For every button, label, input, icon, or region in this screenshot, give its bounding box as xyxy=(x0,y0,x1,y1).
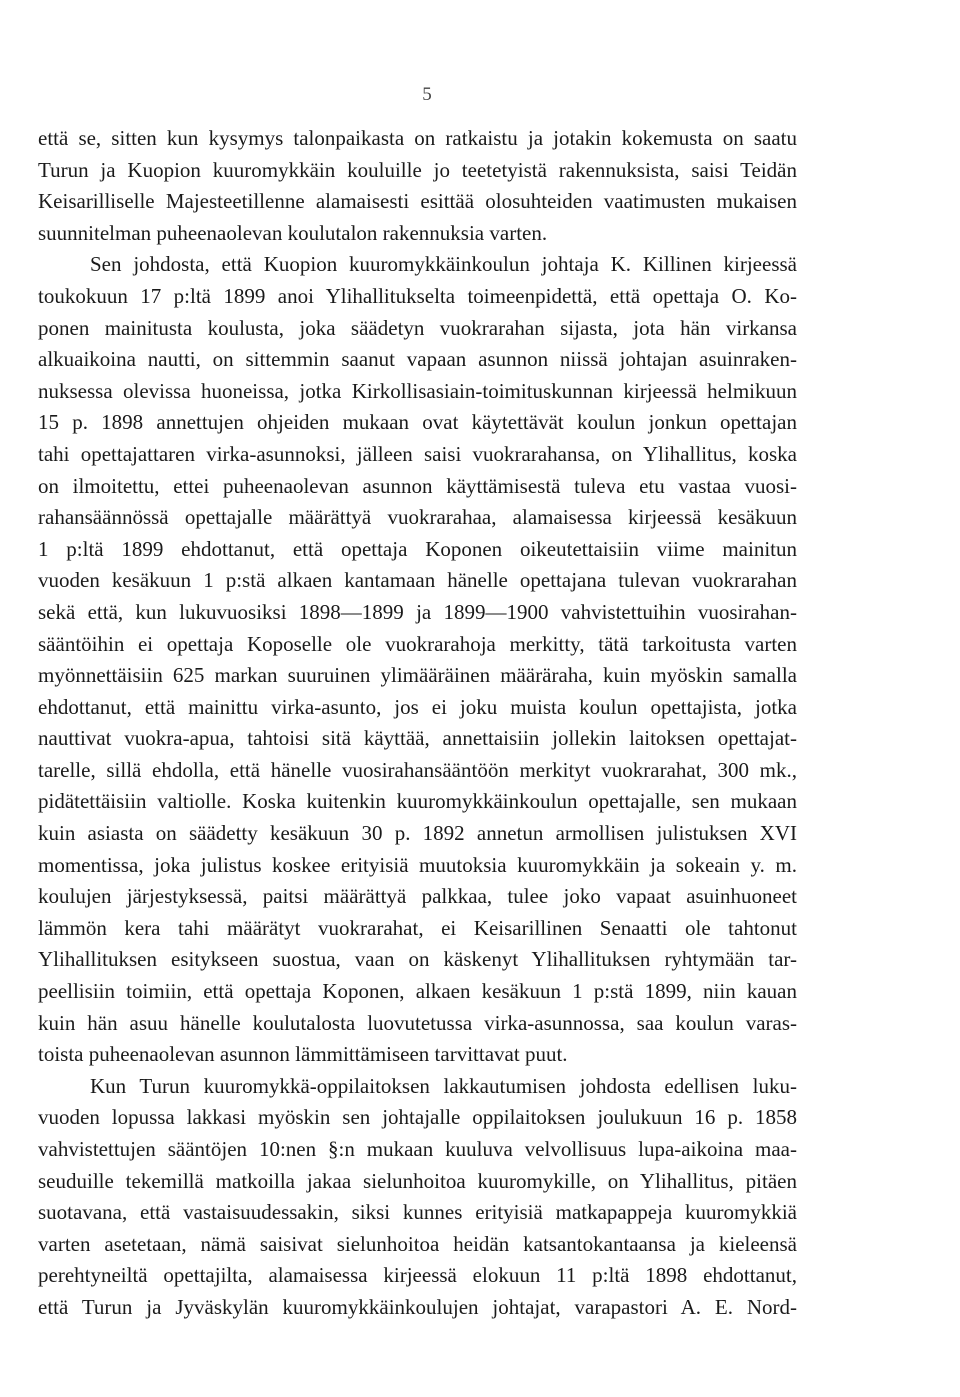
text-line: toista puheenaolevan asunnon lämmittämiseen tarvittavat puut. xyxy=(38,1042,568,1067)
text-line: sääntöihin ei opettaja Koposelle ole vuokrarahoja merkitty, tätä tarkoitusta varten xyxy=(38,631,797,656)
text-line: sekä että, kun lukuvuosiksi 1898—1899 ja 1899—1900 vahvistettuihin vuosirahan- xyxy=(38,599,797,624)
text-line: nauttivat vuokra-apua, tahtoisi sitä käyttää, annettaisiin jollekin laitoksen opettajat- xyxy=(38,726,797,751)
text-line: toukokuun 17 p:ltä 1899 anoi Ylihallitukselta toimeenpidettä, että opettaja O. Ko- xyxy=(38,283,797,308)
text-line: momentissa, joka julistus koskee erityisiä muutoksia kuuromykkäin ja sokeain y. m. xyxy=(38,852,797,877)
text-line: lämmön kera tahi määrätyt vuokrarahat, ei Keisarillinen Senaatti ole tahtonut xyxy=(38,915,797,940)
text-line: alkuaikoina nautti, on sittemmin saanut vapaan asunnon niissä johtajan asuinraken- xyxy=(38,347,797,372)
text-line: ponen mainitusta koulusta, joka säädetyn vuokrarahan sijasta, jota hän virkansa xyxy=(38,315,797,340)
text-line: vuoden lopussa lakkasi myöskin sen johtajalle oppilaitoksen joulukuun 16 p. 1858 xyxy=(38,1105,797,1130)
text-line: vahvistettujen sääntöjen 10:nen §:n mukaan kuuluva velvollisuus lupa-aikoina maa- xyxy=(38,1137,797,1161)
text-line: ehdottanut, että mainittu virka-asunto, jos ei joku muista koulun opettajista, jotka xyxy=(38,694,797,719)
text-line: seuduille tekemillä matkoilla jakaa sielunhoitoa kuuromykille, on Ylihallitus, pitäen xyxy=(38,1168,797,1193)
page-number: 5 xyxy=(422,84,432,105)
text-line: nuksessa olevissa huoneissa, jotka Kirkollisasiain-toimituskunnan kirjeessä helmikuun xyxy=(38,378,797,403)
text-line: perehtyneiltä opettajilta, alamaisessa kirjeessä elokuun 11 p:ltä 1898 ehdottanut, xyxy=(38,1263,797,1288)
text-line: Sen johdosta, että Kuopion kuuromykkäinkoulun johtaja K. Killinen kirjeessä xyxy=(90,252,797,277)
text-line: vuoden kesäkuun 1 p:stä alkaen kantamaan hänelle opettajana tulevan vuokrarahan xyxy=(38,568,797,593)
text-line: Keisarilliselle Majesteetillenne alamaisesti esittää olosuhteiden vaatimusten mukaisen xyxy=(38,189,797,214)
text-line: rahansäännössä opettajalle määrättyä vuokrarahaa, alamaisessa kirjeessä kesäkuun xyxy=(38,505,797,530)
text-line: on ilmoitettu, ettei puheenaolevan asunnon käyttämisestä tuleva etu vastaa vuosi- xyxy=(38,473,797,498)
text-line: pidätettäisiin valtiolle. Koska kuitenkin kuuromykkäinkoulun opettajalle, sen mukaan xyxy=(38,789,797,814)
text-line: suotavana, että vastaisuudessakin, siksi kunnes erityisiä matkapappeja kuuromykkiä xyxy=(38,1200,797,1225)
text-line: varten asetetaan, nämä saisivat sielunhoitoa heidän katsantokantaansa ja kieleensä xyxy=(38,1231,797,1256)
text-line: tarelle, sillä ehdolla, että hänelle vuosirahansääntöön merkityt vuokrarahat, 300 mk., xyxy=(38,757,797,782)
text-line: tahi opettajattaren virka-asunnoksi, jälleen saisi vuokrarahansa, on Ylihallitus, koska xyxy=(38,441,797,466)
text-line: että se, sitten kun kysymys talonpaikasta on ratkaistu ja jotakin kokemusta on saatu xyxy=(38,126,797,150)
text-line: suunnitelman puheenaolevan koulutalon rakennuksia varten. xyxy=(38,220,548,245)
text-line: peellisiin toimiin, että opettaja Koponen, alkaen kesäkuun 1 p:stä 1899, niin kauan xyxy=(38,979,797,1004)
text-line: Kun Turun kuuromykkä-oppilaitoksen lakkautumisen johdosta edellisen luku- xyxy=(90,1073,797,1098)
text-line: 15 p. 1898 annettujen ohjeiden mukaan ovat käytettävät koulun jonkun opettajan xyxy=(38,410,797,435)
text-line: kuin hän asuu hänelle koulutalosta luovutetussa virka-asunnossa, saa koulun varas- xyxy=(38,1010,797,1035)
text-line: myönnettäisiin 625 markan suuruinen ylimääräinen määräraha, kuin myöskin samalla xyxy=(38,663,797,688)
document-body xyxy=(38,123,797,1324)
text-line: Turun ja Kuopion kuuromykkäin kouluille jo teetetyistä rakennuksista, saisi Teidän xyxy=(38,157,797,182)
text-line: 1 p:ltä 1899 ehdottanut, että opettaja Koponen oikeutettaisiin viime mainitun xyxy=(38,536,797,561)
text-line: Ylihallituksen esitykseen suostua, vaan on käskenyt Ylihallituksen ryhtymään tar- xyxy=(38,947,797,972)
text-line: kuin asiasta on säädetty kesäkuun 30 p. 1892 annetun armollisen julistuksen XVI xyxy=(38,821,797,846)
text-line: koulujen järjestyksessä, paitsi määrättyä palkkaa, tulee joko vapaat asuinhuoneet xyxy=(38,884,797,909)
text-line: että Turun ja Jyväskylän kuuromykkäinkoulujen johtajat, varapastori A. E. Nord- xyxy=(38,1294,797,1319)
